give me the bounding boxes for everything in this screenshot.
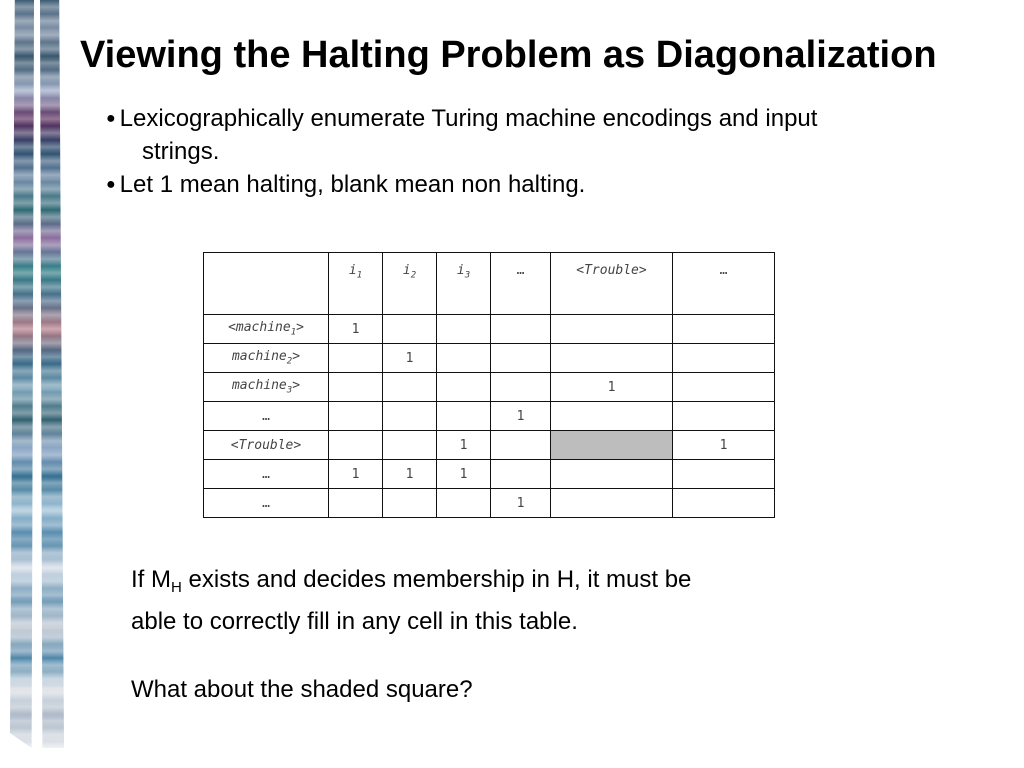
table-cell: 1	[673, 431, 775, 460]
table-cell	[551, 344, 673, 373]
bullet-list	[106, 102, 986, 201]
bullet-item	[106, 102, 986, 168]
row-label-machine2: machine$_2$>	[204, 344, 329, 373]
table-cell: 1	[329, 460, 383, 489]
table-row	[204, 344, 775, 373]
row-label-machine3: machine$_3$>	[204, 373, 329, 402]
table-cell	[551, 489, 673, 518]
bullet-item	[106, 168, 986, 201]
row-label-machine1: <machine$_1$>	[204, 315, 329, 344]
bullet-text-continuation: strings.	[142, 138, 220, 165]
table-cell	[437, 373, 491, 402]
bullet-text: Let 1 mean halting, blank mean non halting.	[119, 171, 586, 198]
table-cell	[329, 402, 383, 431]
table-cell	[673, 489, 775, 518]
table-cell	[383, 373, 437, 402]
table-cell	[673, 373, 775, 402]
diagonalization-table	[203, 252, 775, 518]
slide-title: Viewing the Halting Problem as Diagonalization	[80, 34, 937, 76]
row-label-trouble: <Trouble>	[204, 431, 329, 460]
table-cell	[491, 315, 551, 344]
caption-line: If $M_H$ exists and decides membership in H, it must be	[131, 566, 692, 596]
table-cell: 1	[551, 373, 673, 402]
table-row	[204, 489, 775, 518]
table-cell	[491, 460, 551, 489]
header-cell-i2: $i_2$	[383, 253, 437, 315]
table-cell	[383, 431, 437, 460]
row-label-ellipsis: …	[204, 402, 329, 431]
table-cell	[551, 460, 673, 489]
table-cell	[437, 315, 491, 344]
table-cell	[329, 431, 383, 460]
table-cell	[551, 315, 673, 344]
table-cell	[673, 344, 775, 373]
table-row	[204, 460, 775, 489]
table-cell	[329, 373, 383, 402]
caption-line: able to correctly fill in any cell in this table.	[131, 608, 578, 635]
table-cell: 1	[329, 315, 383, 344]
header-cell-ellipsis: …	[673, 253, 775, 315]
decorative-border-strip-right	[40, 0, 64, 748]
header-cell-i3: $i_3$	[437, 253, 491, 315]
decorative-border-strip-left	[10, 0, 34, 748]
table-cell	[437, 489, 491, 518]
table-cell: 1	[383, 344, 437, 373]
table-row	[204, 431, 775, 460]
table-cell	[673, 460, 775, 489]
table-cell	[383, 489, 437, 518]
bullet-text: Lexicographically enumerate Turing machine encodings and input	[119, 105, 818, 132]
bullet-dot-icon: ●	[106, 110, 116, 127]
table-cell	[491, 373, 551, 402]
table-cell	[491, 431, 551, 460]
table-cell: 1	[383, 460, 437, 489]
table-cell	[491, 344, 551, 373]
header-cell-trouble: <Trouble>	[551, 253, 673, 315]
table-header-row	[204, 253, 775, 315]
table-cell	[673, 402, 775, 431]
table-row	[204, 373, 775, 402]
table-cell	[673, 315, 775, 344]
table-cell: 1	[437, 431, 491, 460]
table-row	[204, 402, 775, 431]
row-label-ellipsis: …	[204, 489, 329, 518]
table-cell	[437, 402, 491, 431]
caption-text	[131, 563, 931, 707]
row-label-ellipsis: …	[204, 460, 329, 489]
table-row	[204, 315, 775, 344]
table-cell: 1	[491, 402, 551, 431]
table-cell	[383, 402, 437, 431]
header-cell-ellipsis: …	[491, 253, 551, 315]
header-cell-i1: $i_1$	[329, 253, 383, 315]
table-cell	[437, 344, 491, 373]
bullet-dot-icon: ●	[106, 176, 116, 193]
table-cell: 1	[491, 489, 551, 518]
caption-question: What about the shaded square?	[131, 676, 473, 703]
table-cell	[329, 489, 383, 518]
header-corner-cell	[204, 253, 329, 315]
table-cell: 1	[437, 460, 491, 489]
table-cell	[551, 402, 673, 431]
shaded-diagonal-cell	[551, 431, 673, 460]
table-cell	[329, 344, 383, 373]
table-cell	[383, 315, 437, 344]
